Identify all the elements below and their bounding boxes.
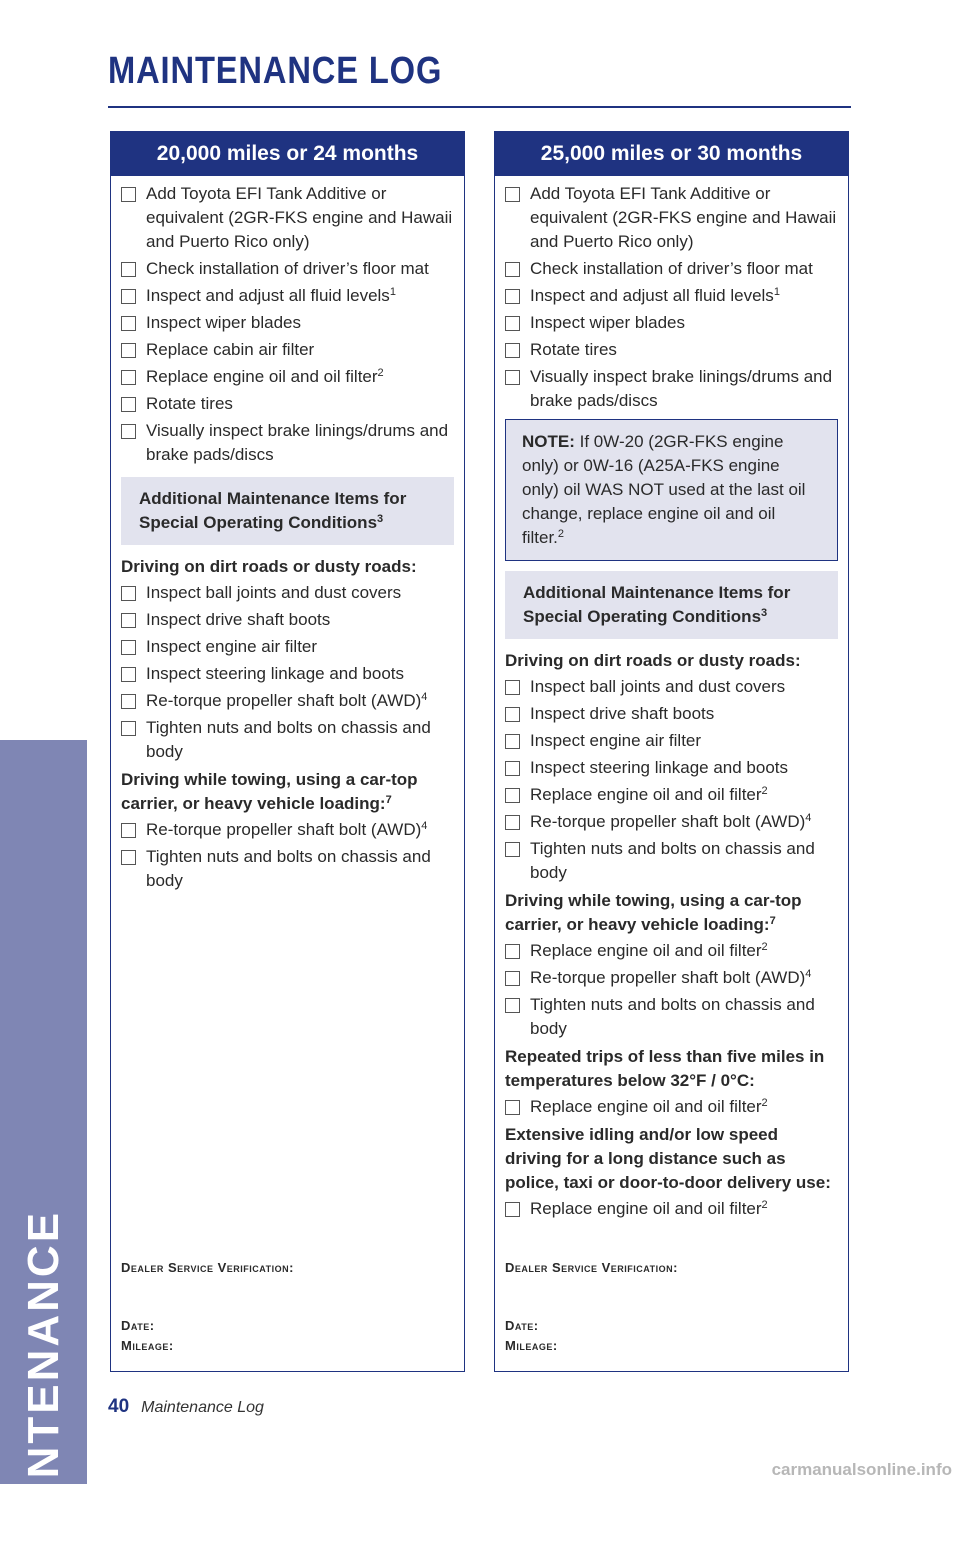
dirt-roads-heading: Driving on dirt roads or dusty roads: — [121, 557, 417, 576]
checklist-item[interactable]: Re-torque propeller shaft bolt (AWD)$^4$ — [505, 810, 838, 834]
dealer-verification-label: Dealer Service Verification: — [121, 1260, 294, 1275]
checkbox[interactable] — [121, 262, 136, 277]
dirt-roads-heading: Driving on dirt roads or dusty roads: — [505, 651, 801, 670]
side-tab-label: MAINTENANCE — [18, 1209, 68, 1568]
checkbox[interactable] — [505, 1202, 520, 1217]
towing-heading: Driving while towing, using a car-top carrier, or heavy vehicle loading:$^7$ — [121, 770, 418, 813]
footnote-ref: 4 — [421, 691, 428, 703]
checklist-item[interactable]: Inspect engine air filter — [121, 635, 454, 659]
short-trips-heading: Repeated trips of less than five miles in temperatures below 32°F / 0°C: — [505, 1047, 825, 1090]
checklist-item[interactable]: Add Toyota EFI Tank Additive or equivalent (2GR-FKS engine and Hawaii and Puerto Rico only) — [505, 182, 838, 254]
footnote-ref: 2 — [761, 1097, 768, 1109]
footnote-ref: 1 — [389, 286, 396, 298]
checkbox[interactable] — [505, 707, 520, 722]
checkbox[interactable] — [505, 316, 520, 331]
checklist-item[interactable]: Inspect steering linkage and boots — [121, 662, 454, 686]
checkbox[interactable] — [505, 680, 520, 695]
checklist-item[interactable]: Rotate tires — [121, 392, 454, 416]
checkbox[interactable] — [505, 187, 520, 202]
checklist-item[interactable]: Inspect ball joints and dust covers — [121, 581, 454, 605]
checkbox[interactable] — [121, 370, 136, 385]
checkbox[interactable] — [505, 734, 520, 749]
towing-heading: Driving while towing, using a car-top carrier, or heavy vehicle loading:$^7$ — [505, 891, 802, 934]
checklist-item[interactable]: Inspect drive shaft boots — [505, 702, 838, 726]
checklist-item[interactable]: Replace engine oil and oil filter$^2$ — [121, 365, 454, 389]
checkbox[interactable] — [121, 343, 136, 358]
checkbox[interactable] — [121, 667, 136, 682]
note-text: If 0W-20 (2GR-FKS engine only) or 0W-16 (A25A-FKS engine only) oil WAS NOT used at the last oil change, replace engine oil and oil filter. — [522, 432, 806, 547]
checkbox[interactable] — [505, 944, 520, 959]
checkbox[interactable] — [505, 343, 520, 358]
checkbox[interactable] — [121, 850, 136, 865]
watermark: carmanualsonline.info — [771, 1460, 952, 1479]
checkbox[interactable] — [121, 721, 136, 736]
checklist-item[interactable]: Inspect steering linkage and boots — [505, 756, 838, 780]
page-title: MAINTENANCE LOG — [108, 50, 443, 92]
checklist-item[interactable]: Re-torque propeller shaft bolt (AWD)$^4$ — [505, 966, 838, 990]
dealer-verification-label: Dealer Service Verification: — [505, 1260, 678, 1275]
right-card-header: 25,000 miles or 30 months — [495, 132, 848, 176]
checklist-item[interactable]: Check installation of driver’s floor mat — [505, 257, 838, 281]
checklist-item[interactable]: Replace engine oil and oil filter$^2$ — [505, 1197, 838, 1221]
checkbox[interactable] — [505, 998, 520, 1013]
footnote-ref: 2 — [761, 785, 768, 797]
checklist-item[interactable]: Check installation of driver’s floor mat — [121, 257, 454, 281]
checkbox[interactable] — [505, 289, 520, 304]
checklist-item[interactable]: Inspect engine air filter — [505, 729, 838, 753]
date-label: Date: — [121, 1318, 155, 1333]
footnote-ref: 4 — [805, 968, 812, 980]
checkbox[interactable] — [121, 289, 136, 304]
checklist-item[interactable]: Inspect ball joints and dust covers — [505, 675, 838, 699]
footnote-ref: 2 — [557, 528, 565, 540]
idling-heading: Extensive idling and/or low speed driving for a long distance such as police, taxi or door-to-door delivery use: — [505, 1125, 831, 1192]
footnote-ref: 2 — [377, 367, 384, 379]
page-footer — [108, 1396, 264, 1418]
checkbox[interactable] — [505, 971, 520, 986]
special-conditions-heading: Additional Maintenance Items for Special Operating Conditions$^3$ — [505, 571, 838, 639]
left-maintenance-card — [110, 131, 465, 1372]
left-card-header: 20,000 miles or 24 months — [111, 132, 464, 176]
footnote-ref: 2 — [761, 941, 768, 953]
checklist-item[interactable]: Rotate tires — [505, 338, 838, 362]
checkbox[interactable] — [121, 694, 136, 709]
date-label: Date: — [505, 1318, 539, 1333]
checkbox[interactable] — [505, 761, 520, 776]
mileage-label: Mileage: — [121, 1338, 174, 1353]
checkbox[interactable] — [505, 815, 520, 830]
side-section-tab — [0, 740, 87, 1568]
checklist-item[interactable]: Inspect wiper blades — [505, 311, 838, 335]
note-label: NOTE: — [522, 432, 575, 451]
mileage-label: Mileage: — [505, 1338, 558, 1353]
checkbox[interactable] — [121, 640, 136, 655]
checklist-item[interactable]: Replace engine oil and oil filter$^2$ — [505, 783, 838, 807]
checkbox[interactable] — [121, 613, 136, 628]
footnote-ref: 1 — [773, 286, 780, 298]
oil-note-box — [505, 419, 838, 561]
checklist-item[interactable]: Re-torque propeller shaft bolt (AWD)$^4$ — [121, 689, 454, 713]
checkbox[interactable] — [121, 823, 136, 838]
checkbox[interactable] — [505, 788, 520, 803]
checkbox[interactable] — [505, 370, 520, 385]
checklist-item[interactable]: Tighten nuts and bolts on chassis and body — [121, 845, 454, 893]
checklist-item[interactable]: Replace cabin air filter — [121, 338, 454, 362]
footer-section-label: Maintenance Log — [141, 1399, 264, 1416]
right-maintenance-card — [494, 131, 849, 1372]
checkbox[interactable] — [121, 424, 136, 439]
footnote-ref: 4 — [421, 820, 428, 832]
checklist-item[interactable]: Inspect wiper blades — [121, 311, 454, 335]
checklist-item[interactable]: Visually inspect brake linings/drums and brake pads/discs — [505, 365, 838, 413]
checkbox[interactable] — [505, 1100, 520, 1115]
checklist-item[interactable]: Tighten nuts and bolts on chassis and body — [121, 716, 454, 764]
checklist-item[interactable]: Inspect drive shaft boots — [121, 608, 454, 632]
checklist-item[interactable]: Tighten nuts and bolts on chassis and body — [505, 837, 838, 885]
checkbox[interactable] — [121, 397, 136, 412]
checklist-item[interactable]: Inspect and adjust all fluid levels$^1$ — [121, 284, 454, 308]
checkbox[interactable] — [121, 316, 136, 331]
title-divider — [108, 106, 851, 108]
footnote-ref: 4 — [805, 812, 812, 824]
checkbox[interactable] — [121, 187, 136, 202]
checklist-item[interactable]: Add Toyota EFI Tank Additive or equivalent (2GR-FKS engine and Hawaii and Puerto Rico only) — [121, 182, 454, 254]
special-conditions-heading: Additional Maintenance Items for Special Operating Conditions$^3$ — [121, 477, 454, 545]
checklist-item[interactable]: Replace engine oil and oil filter$^2$ — [505, 1095, 838, 1119]
page-number: 40 — [108, 1396, 130, 1417]
checkbox[interactable] — [505, 262, 520, 277]
checklist-item[interactable]: Tighten nuts and bolts on chassis and body — [505, 993, 838, 1041]
checkbox[interactable] — [121, 586, 136, 601]
checklist-item[interactable]: Re-torque propeller shaft bolt (AWD)$^4$ — [121, 818, 454, 842]
footnote-ref: 2 — [761, 1199, 768, 1211]
checkbox[interactable] — [505, 842, 520, 857]
checklist-item[interactable]: Inspect and adjust all fluid levels$^1$ — [505, 284, 838, 308]
checklist-item[interactable]: Visually inspect brake linings/drums and brake pads/discs — [121, 419, 454, 467]
checklist-item[interactable]: Replace engine oil and oil filter$^2$ — [505, 939, 838, 963]
